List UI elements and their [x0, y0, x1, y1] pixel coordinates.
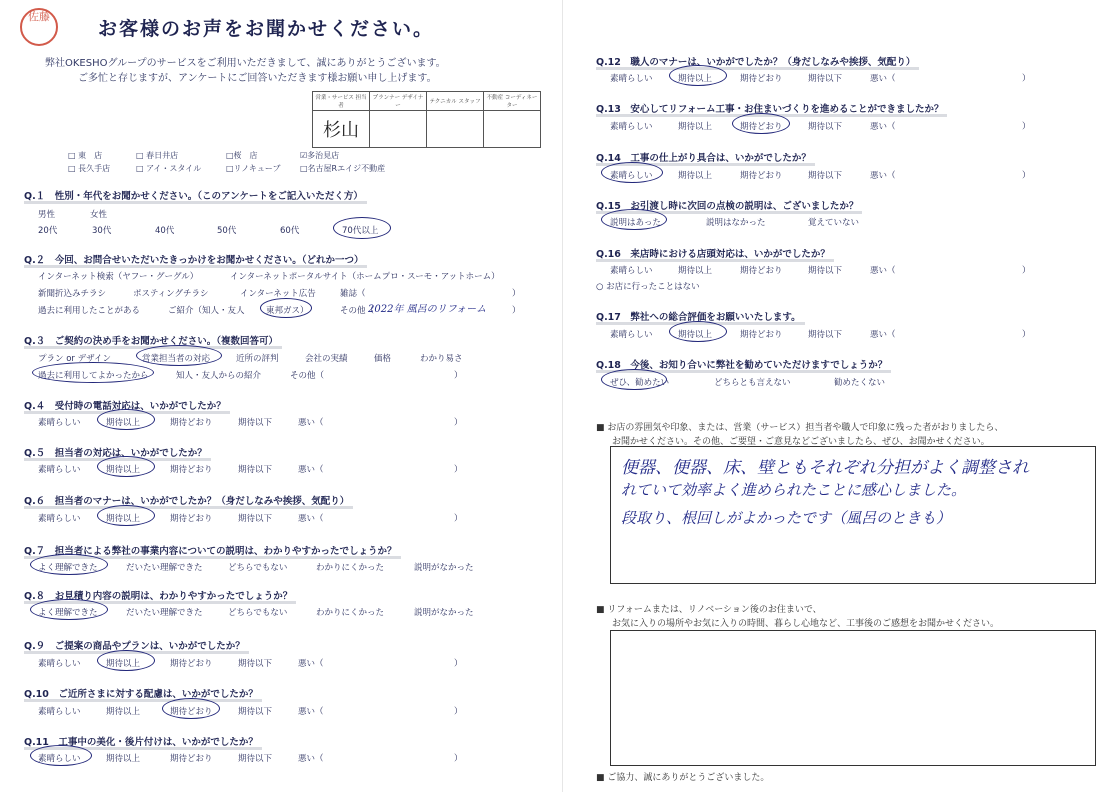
rating-option[interactable]: 期待以上 [678, 266, 713, 276]
rating-option[interactable]: 悪い（ [298, 418, 324, 428]
question-heading: Q.12 職人のマナーは、いかがでしたか？（身だしなみや挨拶、気配り） [596, 54, 915, 68]
rating-option-selected[interactable]: 期待以上 [106, 418, 141, 428]
question-heading: Q.９ ご提案の商品やプランは、いかがでしたか？ [24, 638, 245, 652]
question-heading: Q.７ 担当者による弊社の事業内容についての説明は、わかりやすかったでしょうか？ [24, 543, 397, 557]
rating-option-selected[interactable]: 素晴らしい [610, 171, 653, 181]
handwritten-comment-line-2: れていて効率よく進められたことに感心しました。 [621, 481, 967, 499]
option-age[interactable]: 40代 [155, 226, 175, 236]
question-heading: Q.10 ご近所さまに対する配慮は、いかがでしたか？ [24, 686, 258, 700]
clarity-option[interactable]: わかりにくかった [316, 563, 385, 573]
rating-option-selected[interactable]: 期待以上 [678, 74, 713, 84]
question-heading: Q.14 工事の仕上がり具合は、いかがでしたか？ [596, 150, 811, 164]
option[interactable]: その他（ [290, 371, 325, 381]
option-selected[interactable]: 営業担当者の対応 [142, 354, 211, 364]
rating-option[interactable]: 期待どおり [170, 754, 213, 764]
comment-prompt-1b: お聞かせください。その他、ご要望・ご意見などございましたら、ぜひ、お聞かせください。 [612, 437, 990, 447]
page-divider [562, 0, 563, 792]
option-age-selected[interactable]: 70代以上 [342, 226, 379, 236]
option[interactable]: 近所の評判 [236, 354, 279, 364]
question-heading: Q.13 安心してリフォーム工事・お住まいづくりを進めることができましたか？ [596, 101, 943, 115]
rating-option[interactable]: 期待どおり [740, 330, 783, 340]
rating-option[interactable]: 悪い（ [298, 465, 324, 475]
rating-option[interactable]: 期待以下 [238, 418, 273, 428]
option-never-visited[interactable]: ○ お店に行ったことはない [596, 282, 700, 292]
bracket: ） [1022, 122, 1031, 132]
rating-option[interactable]: 悪い（ [298, 659, 324, 669]
store-checkbox[interactable]: □ アイ・スタイル [136, 164, 202, 173]
rating-option-selected[interactable]: 期待以上 [106, 514, 141, 524]
option-selected[interactable]: 東邦ガス） [266, 306, 309, 316]
question-heading: Q.11 工事中の美化・後片付けは、いかがでしたか？ [24, 734, 258, 748]
option[interactable]: インターネット検索（ヤフー・グーグル） [38, 272, 199, 282]
question-heading: Q.３ ご契約の決め手をお聞かせください。（複数回答可） [24, 333, 278, 347]
rating-option[interactable]: 期待どおり [170, 465, 213, 475]
option[interactable]: インターネット広告 [240, 289, 316, 299]
staff-table [312, 91, 541, 148]
rating-option-selected[interactable]: 期待以上 [106, 465, 141, 475]
bracket: ） [454, 514, 463, 524]
option[interactable]: ご紹介（知人・友人 [168, 306, 245, 316]
option[interactable]: 知人・友人からの紹介 [176, 371, 262, 381]
question-heading: Q.６ 担当者のマナーは、いかがでしたか？（身だしなみや挨拶、気配り） [24, 493, 349, 507]
rating-option[interactable]: 期待どおり [170, 659, 213, 669]
option[interactable]: どちらとも言えない [714, 378, 791, 388]
question-heading: Q.２ 今回、お問合せいただいたきっかけをお聞かせください。（どれか一つ） [24, 252, 363, 266]
rating-option-selected[interactable]: 期待どおり [740, 122, 783, 132]
store-checkbox[interactable]: □桜 店 [226, 151, 258, 160]
bracket: ） [454, 707, 463, 717]
rating-option[interactable]: 期待以上 [678, 171, 713, 181]
rating-option[interactable]: 期待どおり [740, 266, 783, 276]
option-age[interactable]: 30代 [92, 226, 112, 236]
handwritten-comment-line-1: 便器、便器、床、壁ともそれぞれ分担がよく調整され [621, 458, 1029, 478]
option-male[interactable]: 男性 [38, 210, 56, 220]
comment-box-after-renovation[interactable] [610, 630, 1096, 766]
rating-option[interactable]: 悪い（ [870, 122, 896, 132]
question-heading: Q.５ 担当者の対応は、いかがでしたか？ [24, 445, 207, 459]
rating-option[interactable]: 素晴らしい [610, 122, 653, 132]
rating-option[interactable]: 素晴らしい [38, 465, 81, 475]
bracket: ） [1022, 171, 1031, 181]
clarity-option[interactable]: だいたい理解できた [126, 563, 203, 573]
intro-line-1: 弊社OKESHOグループのサービスをご利用いただきまして、誠にありがとうございます。 [45, 58, 446, 69]
comment-prompt-1: ■ お店の雰囲気や印象、または、営業（サービス）担当者や職人で印象に残った者がおりましたら、 [596, 423, 1004, 433]
option[interactable]: インターネットポータルサイト（ホームプロ・スーモ・アットホーム） [230, 272, 500, 282]
store-checkbox[interactable]: □リノキューブ [226, 164, 281, 173]
rating-option-selected[interactable]: 期待どおり [170, 707, 213, 717]
store-checkbox[interactable]: □ 春日井店 [136, 151, 179, 160]
option[interactable]: 説明はなかった [706, 218, 766, 228]
question-heading: Q.１ 性別・年代をお聞かせください。（このアンケートをご記入いただく方） [24, 188, 363, 202]
bracket: ） [1022, 74, 1031, 84]
clarity-option[interactable]: 説明がなかった [414, 563, 474, 573]
rating-option[interactable]: 悪い（ [870, 74, 896, 84]
bracket: ） [454, 754, 463, 764]
option-selected[interactable]: ぜひ、勧めたい [610, 378, 670, 388]
option[interactable]: 会社の実績 [305, 354, 348, 364]
rating-option[interactable]: 素晴らしい [38, 707, 81, 717]
comment-box-impressions[interactable] [610, 446, 1096, 584]
question-heading: Q.８ お見積り内容の説明は、わかりやすかったでしょうか？ [24, 588, 292, 602]
rating-option-selected[interactable]: 期待以上 [106, 659, 141, 669]
rating-option[interactable]: 素晴らしい [610, 330, 653, 340]
staff-col-sales: 営業・サービス 担当者 [313, 92, 370, 111]
question-heading: Q.18 今後、お知り合いに弊社を勧めていただけますでしょうか？ [596, 357, 887, 371]
rating-option-selected[interactable]: 期待以上 [678, 330, 713, 340]
bracket: ） [512, 306, 521, 316]
rating-option[interactable]: 悪い（ [870, 330, 896, 340]
rating-option[interactable]: 期待以上 [106, 707, 141, 717]
clarity-option[interactable]: どちらでもない [228, 563, 288, 573]
option-age[interactable]: 20代 [38, 226, 58, 236]
bracket: ） [1022, 330, 1031, 340]
option[interactable]: 価格 [374, 354, 392, 364]
rating-option[interactable]: 素晴らしい [38, 418, 81, 428]
comment-prompt-2b: お気に入りの場所やお気に入りの時間、暮らし心地など、工事後のご感想をお聞かせください。 [612, 619, 1000, 629]
store-checkbox-tajimi[interactable]: ☑多治見店 [300, 151, 340, 160]
question-heading: Q.16 来店時における店頭対応は、いかがでしたか？ [596, 246, 830, 260]
clarity-option-selected[interactable]: よく理解できた [38, 608, 98, 618]
staff-col-planner: プランナー デザイナー [370, 92, 427, 111]
bracket: ） [512, 289, 521, 299]
option-age[interactable]: 50代 [217, 226, 237, 236]
rating-option[interactable]: 期待以下 [808, 122, 843, 132]
option[interactable]: 雑誌（ [340, 289, 366, 299]
store-checkbox[interactable]: □名古屋Rエイジ不動産 [300, 164, 386, 173]
bracket: ） [454, 465, 463, 475]
rating-option[interactable]: 悪い（ [298, 514, 324, 524]
option-female[interactable]: 女性 [90, 210, 108, 220]
bracket: ） [1022, 266, 1031, 276]
footer-thanks: ■ ご協力、誠にありがとうございました。 [596, 773, 770, 783]
question-heading: Q.４ 受付時の電話対応は、いかがでしたか？ [24, 398, 226, 412]
store-checkbox[interactable]: □ 長久手店 [68, 164, 111, 173]
rating-option[interactable]: 期待以下 [808, 171, 843, 181]
bracket: ） [454, 418, 463, 428]
option[interactable]: プラン or デザイン [38, 354, 112, 364]
rating-option[interactable]: 期待どおり [170, 514, 213, 524]
option-selected[interactable]: 過去に利用してよかったから [38, 371, 149, 381]
rating-option[interactable]: 期待以上 [678, 122, 713, 132]
clarity-option[interactable]: だいたい理解できた [126, 608, 203, 618]
option[interactable]: 覚えていない [808, 218, 860, 228]
rating-option[interactable]: 期待以下 [238, 465, 273, 475]
clarity-option[interactable]: どちらでもない [228, 608, 288, 618]
rating-option[interactable]: 期待以下 [808, 330, 843, 340]
option[interactable]: 勧めたくない [834, 378, 886, 388]
rating-option[interactable]: 悪い（ [870, 171, 896, 181]
store-checkbox[interactable]: □ 東 店 [68, 151, 103, 160]
rating-option-selected[interactable]: 素晴らしい [38, 754, 81, 764]
staff-signature: 杉山 [323, 120, 359, 141]
bracket: ） [454, 371, 463, 381]
page-title: お客様のお声をお聞かせください。 [98, 18, 435, 40]
rating-option[interactable]: 素晴らしい [610, 74, 653, 84]
rating-option[interactable]: 素晴らしい [38, 659, 81, 669]
option-selected[interactable]: 説明はあった [610, 218, 661, 228]
rating-option[interactable]: 期待以下 [238, 659, 273, 669]
clarity-option[interactable]: 説明がなかった [414, 608, 474, 618]
option-age[interactable]: 60代 [280, 226, 300, 236]
rating-option[interactable]: 素晴らしい [38, 514, 81, 524]
rating-option[interactable]: 悪い（ [298, 707, 324, 717]
comment-prompt-2: ■ リフォームまたは、リノベーション後のお住まいで、 [596, 605, 822, 615]
question-heading: Q.15 お引渡し時に次回の点検の説明は、ございましたか？ [596, 198, 858, 212]
clarity-option[interactable]: わかりにくかった [316, 608, 385, 618]
option[interactable]: ポスティングチラシ [133, 289, 209, 299]
question-heading: Q.17 弊社への総合評価をお願いいたします。 [596, 309, 801, 323]
rating-option[interactable]: 期待以下 [238, 514, 273, 524]
rating-option[interactable]: 期待どおり [740, 171, 783, 181]
staff-col-realestate: 不動産 コーディネーター [484, 92, 541, 111]
handwritten-comment-line-3: 段取り、根回しがよかったです（風呂のときも） [621, 509, 952, 527]
rating-option[interactable]: 悪い（ [298, 754, 324, 764]
bracket: ） [454, 659, 463, 669]
option[interactable]: 新聞折込みチラシ [38, 289, 107, 299]
option[interactable]: わかり易さ [420, 354, 463, 364]
handwritten-note: 2022年 風呂のリフォーム [368, 304, 487, 315]
rating-option[interactable]: 期待以下 [238, 707, 273, 717]
staff-col-technical: テクニカル スタッフ [427, 92, 484, 111]
seal-stamp: 佐藤 [20, 8, 58, 46]
rating-option[interactable]: 期待以上 [106, 754, 141, 764]
option[interactable]: その他（ [340, 306, 375, 316]
rating-option[interactable]: 期待どおり [740, 74, 783, 84]
option[interactable]: 過去に利用したことがある [38, 306, 141, 316]
rating-option[interactable]: 期待どおり [170, 418, 213, 428]
intro-line-2: ご多忙と存じますが、アンケートにご回答いただきます様お願い申し上げます。 [78, 73, 437, 84]
rating-option[interactable]: 期待以下 [808, 74, 843, 84]
rating-option[interactable]: 素晴らしい [610, 266, 653, 276]
rating-option[interactable]: 期待以下 [238, 754, 273, 764]
rating-option[interactable]: 期待以下 [808, 266, 843, 276]
clarity-option-selected[interactable]: よく理解できた [38, 563, 98, 573]
rating-option[interactable]: 悪い（ [870, 266, 896, 276]
